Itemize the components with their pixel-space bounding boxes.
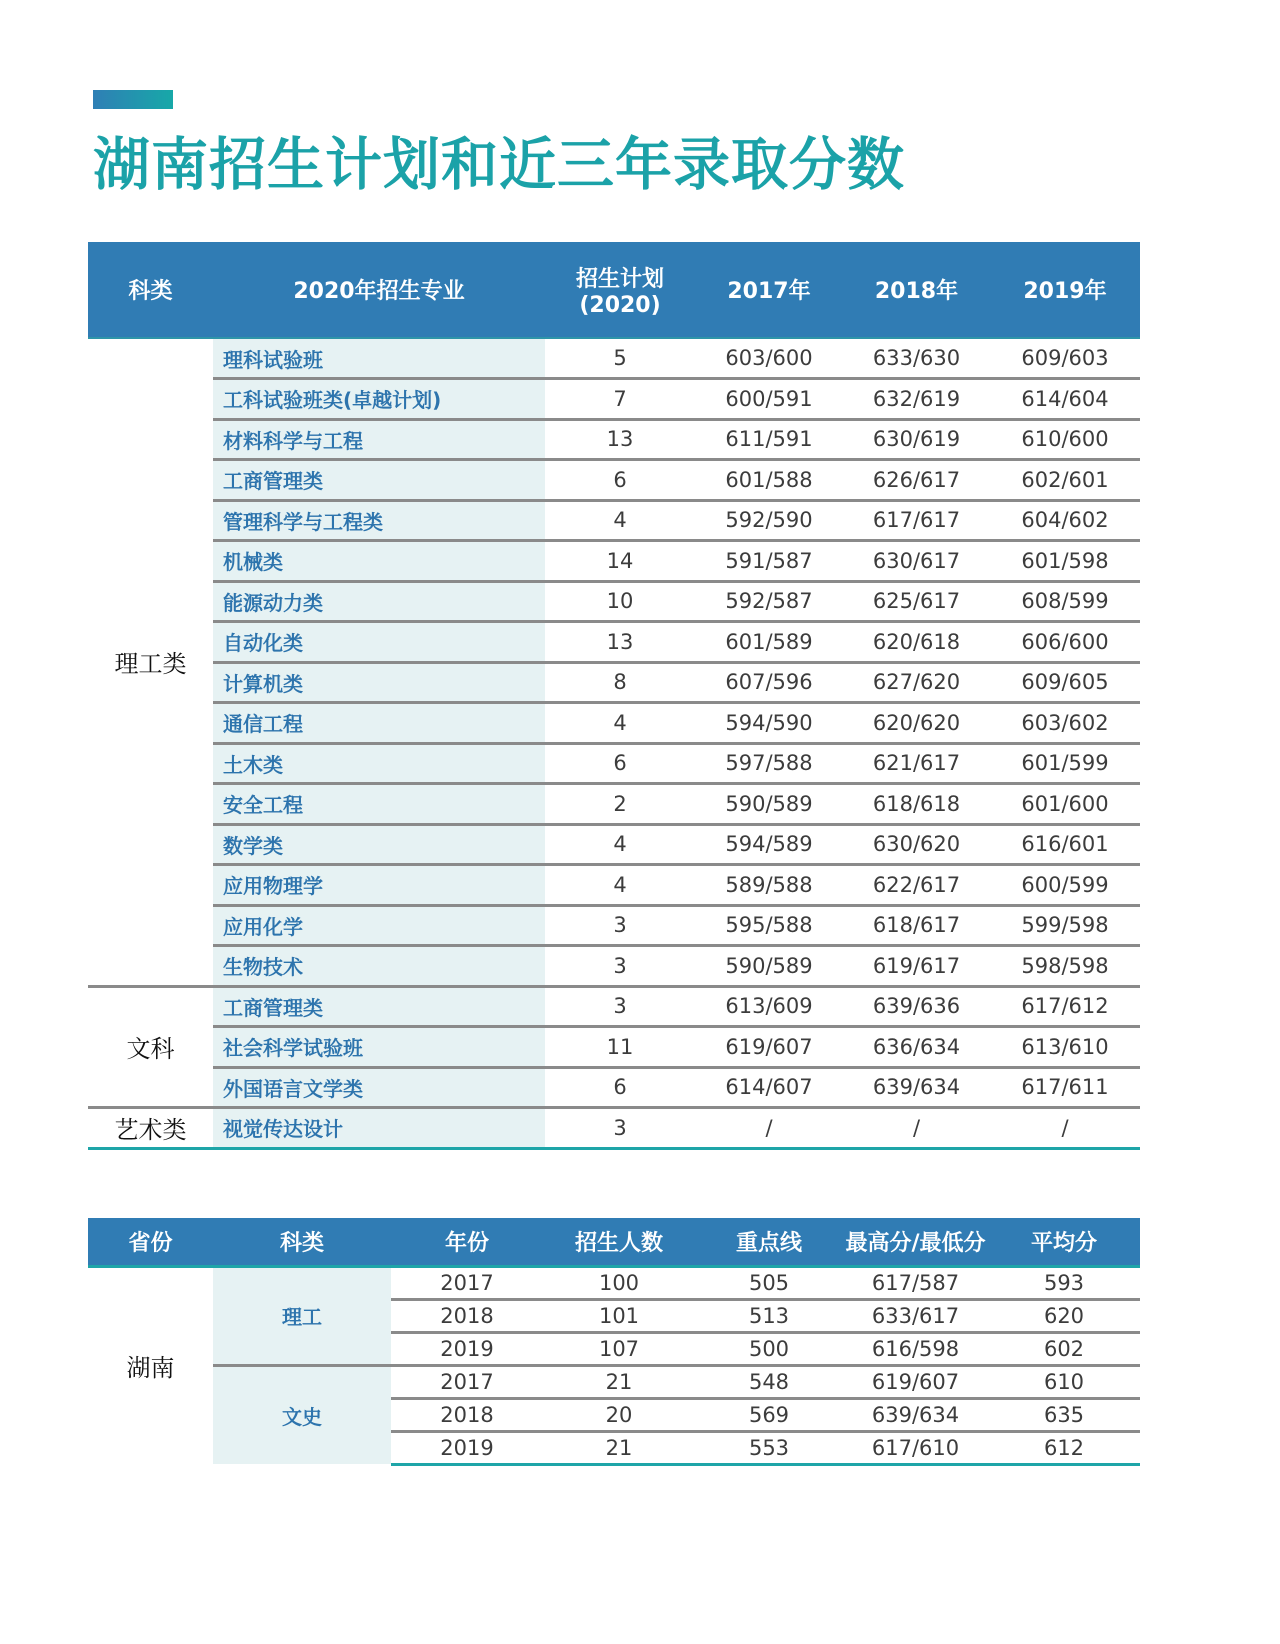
score-2019: 604/602: [990, 500, 1140, 541]
score-2018: 639/634: [843, 1067, 990, 1108]
avg-cell: 635: [988, 1398, 1140, 1431]
score-2017: 601/589: [695, 622, 843, 663]
major-cell: 材料科学与工程: [213, 419, 545, 460]
plan-cell: 4: [545, 824, 695, 865]
hunan-admission-summary-table: [88, 1218, 1140, 1466]
score-2018: 630/617: [843, 541, 990, 582]
table-row: [88, 1027, 1140, 1068]
header-category: 科类: [213, 1218, 391, 1266]
table-row: [88, 946, 1140, 987]
plan-cell: 3: [545, 905, 695, 946]
score-2017: 597/588: [695, 743, 843, 784]
table-row: [88, 1266, 1140, 1299]
score-2018: 625/617: [843, 581, 990, 622]
year-cell: 2018: [391, 1398, 543, 1431]
table-row: [88, 824, 1140, 865]
score-2017: 592/590: [695, 500, 843, 541]
plan-cell: 8: [545, 662, 695, 703]
category-cell: 文科: [88, 986, 213, 1108]
max-min-cell: 639/634: [843, 1398, 988, 1431]
table-row: [88, 743, 1140, 784]
year-cell: 2017: [440, 1270, 494, 1295]
avg-cell: 610: [988, 1365, 1140, 1398]
plan-cell: 6: [545, 743, 695, 784]
table-row: [88, 703, 1140, 744]
score-2018: 627/620: [843, 662, 990, 703]
avg-cell: 620: [988, 1299, 1140, 1332]
table-row: [88, 662, 1140, 703]
score-2018: /: [843, 1108, 990, 1149]
avg-cell: 593: [1043, 1270, 1085, 1295]
plan-cell: 11: [545, 1027, 695, 1068]
key-line-cell: 505: [748, 1270, 790, 1295]
header-max-min: 最高分/最低分: [843, 1218, 988, 1266]
enrolled-cell: 101: [543, 1299, 695, 1332]
category-cell: 文史: [213, 1365, 391, 1464]
max-min-cell: 616/598: [843, 1332, 988, 1365]
major-cell: 数学类: [213, 824, 545, 865]
score-2019: 609/603: [1021, 346, 1109, 370]
plan-cell: 10: [545, 581, 695, 622]
table-row: [88, 865, 1140, 906]
score-2017: 590/589: [695, 946, 843, 987]
category-cell: 理工: [213, 1266, 391, 1365]
score-2018: 633/630: [872, 346, 961, 370]
score-2019: 616/601: [990, 824, 1140, 865]
score-2019: 610/600: [990, 419, 1140, 460]
table-row: [88, 622, 1140, 663]
accent-bar: [93, 90, 173, 109]
enrolled-cell: 100: [598, 1270, 640, 1295]
score-2017: 603/600: [725, 346, 813, 370]
score-2018: 639/636: [843, 986, 990, 1027]
table-row: [88, 541, 1140, 582]
table-row: [88, 986, 1140, 1027]
plan-cell: 3: [545, 946, 695, 987]
table-header-row: [88, 242, 1140, 338]
score-2017: 607/596: [695, 662, 843, 703]
score-2017: 601/588: [695, 460, 843, 501]
header-2018: 2018年: [843, 242, 990, 338]
avg-cell: 612: [988, 1431, 1140, 1464]
province-cell: 湖南: [126, 1354, 175, 1383]
major-cell: 生物技术: [213, 946, 545, 987]
header-2017: 2017年: [695, 242, 843, 338]
plan-cell: 13: [545, 419, 695, 460]
score-2017: 611/591: [695, 419, 843, 460]
score-2017: 595/588: [695, 905, 843, 946]
score-2017: 594/590: [695, 703, 843, 744]
score-2018: 620/618: [843, 622, 990, 663]
table-row: [88, 1067, 1140, 1108]
score-2019: 598/598: [990, 946, 1140, 987]
score-2017: /: [695, 1108, 843, 1149]
score-2018: 618/617: [843, 905, 990, 946]
table-row: [88, 784, 1140, 825]
header-key-line: 重点线: [695, 1218, 843, 1266]
table-row: [88, 460, 1140, 501]
header-year: 年份: [391, 1218, 543, 1266]
table-row: [88, 338, 1140, 379]
plan-cell: 2: [545, 784, 695, 825]
plan-cell: 4: [545, 500, 695, 541]
year-cell: 2018: [391, 1299, 543, 1332]
major-cell: 社会科学试验班: [213, 1027, 545, 1068]
score-2018: 636/634: [843, 1027, 990, 1068]
score-2019: 599/598: [990, 905, 1140, 946]
table-row: [88, 581, 1140, 622]
score-2017: 591/587: [695, 541, 843, 582]
score-2018: 630/620: [843, 824, 990, 865]
table-row: [88, 500, 1140, 541]
score-2019: 609/605: [990, 662, 1140, 703]
key-line-cell: 569: [695, 1398, 843, 1431]
score-2018: 620/620: [843, 703, 990, 744]
score-2017: 619/607: [695, 1027, 843, 1068]
plan-cell: 3: [545, 1108, 695, 1149]
year-cell: 2019: [391, 1431, 543, 1464]
enrolled-cell: 20: [543, 1398, 695, 1431]
score-2017: 594/589: [695, 824, 843, 865]
header-category: 科类: [88, 242, 213, 338]
score-2018: 622/617: [843, 865, 990, 906]
enrolled-cell: 21: [543, 1365, 695, 1398]
plan-cell: 6: [545, 460, 695, 501]
score-2017: 614/607: [695, 1067, 843, 1108]
year-cell: 2017: [391, 1365, 543, 1398]
max-min-cell: 617/610: [843, 1431, 988, 1464]
year-cell: 2019: [391, 1332, 543, 1365]
max-min-cell: 633/617: [843, 1299, 988, 1332]
enrolled-cell: 107: [543, 1332, 695, 1365]
score-2019: 601/600: [990, 784, 1140, 825]
score-2019: 601/598: [990, 541, 1140, 582]
score-2017: 592/587: [695, 581, 843, 622]
score-2018: 632/619: [843, 379, 990, 420]
header-2019: 2019年: [990, 242, 1140, 338]
plan-cell: 7: [545, 379, 695, 420]
score-2019: 614/604: [990, 379, 1140, 420]
major-cell: 能源动力类: [213, 581, 545, 622]
score-2019: 617/611: [990, 1067, 1140, 1108]
score-2019: 617/612: [990, 986, 1140, 1027]
major-cell: 安全工程: [213, 784, 545, 825]
major-cell: 自动化类: [213, 622, 545, 663]
score-2019: 601/599: [990, 743, 1140, 784]
plan-cell: 13: [545, 622, 695, 663]
key-line-cell: 513: [695, 1299, 843, 1332]
header-plan-line2: (2020): [579, 292, 661, 318]
header-plan-line1: 招生计划: [575, 266, 664, 292]
page-title: 湖南招生计划和近三年录取分数: [93, 132, 905, 198]
major-cell: 通信工程: [213, 703, 545, 744]
score-2019: 602/601: [990, 460, 1140, 501]
score-2017: 600/591: [695, 379, 843, 420]
header-enrolled: 招生人数: [543, 1218, 695, 1266]
plan-cell: 14: [545, 541, 695, 582]
key-line-cell: 500: [695, 1332, 843, 1365]
score-2019: 603/602: [990, 703, 1140, 744]
major-cell: 工商管理类: [213, 986, 545, 1027]
score-2019: 606/600: [990, 622, 1140, 663]
score-2017: 613/609: [695, 986, 843, 1027]
max-min-cell: 619/607: [843, 1365, 988, 1398]
score-2017: 589/588: [695, 865, 843, 906]
score-2019: /: [990, 1108, 1140, 1149]
table-row: [88, 1365, 1140, 1398]
table-header-row: [88, 1218, 1140, 1266]
major-cell: 计算机类: [213, 662, 545, 703]
major-cell: 应用化学: [213, 905, 545, 946]
key-line-cell: 553: [695, 1431, 843, 1464]
plan-cell: 5: [613, 346, 627, 370]
major-cell: 理科试验班: [213, 338, 545, 379]
header-plan: [545, 242, 695, 338]
header-avg: 平均分: [988, 1218, 1140, 1266]
plan-cell: 4: [545, 703, 695, 744]
major-cell: 工科试验班类(卓越计划): [213, 379, 545, 420]
major-cell: 外国语言文学类: [213, 1067, 545, 1108]
score-2019: 600/599: [990, 865, 1140, 906]
score-2018: 626/617: [843, 460, 990, 501]
score-2018: 621/617: [843, 743, 990, 784]
enrolled-cell: 21: [543, 1431, 695, 1464]
category-cell: 理工类: [88, 338, 213, 986]
header-province: 省份: [88, 1218, 213, 1266]
score-2018: 630/619: [843, 419, 990, 460]
major-cell: 视觉传达设计: [213, 1108, 545, 1149]
table-row: [88, 905, 1140, 946]
plan-cell: 4: [545, 865, 695, 906]
table-row: [88, 1108, 1140, 1149]
score-2017: 590/589: [695, 784, 843, 825]
category-cell: 艺术类: [88, 1108, 213, 1149]
score-2018: 619/617: [843, 946, 990, 987]
score-2018: 618/618: [843, 784, 990, 825]
major-cell: 应用物理学: [213, 865, 545, 906]
key-line-cell: 548: [695, 1365, 843, 1398]
score-2019: 613/610: [990, 1027, 1140, 1068]
score-2018: 617/617: [843, 500, 990, 541]
major-cell: 管理科学与工程类: [213, 500, 545, 541]
major-cell: 土木类: [213, 743, 545, 784]
major-cell: 机械类: [213, 541, 545, 582]
plan-cell: 3: [545, 986, 695, 1027]
table-row: [88, 419, 1140, 460]
avg-cell: 602: [988, 1332, 1140, 1365]
major-cell: 工商管理类: [213, 460, 545, 501]
table-row: [88, 379, 1140, 420]
header-major: 2020年招生专业: [213, 242, 545, 338]
admission-scores-table: [88, 242, 1140, 1150]
max-min-cell: 617/587: [871, 1270, 960, 1295]
plan-cell: 6: [545, 1067, 695, 1108]
score-2019: 608/599: [990, 581, 1140, 622]
